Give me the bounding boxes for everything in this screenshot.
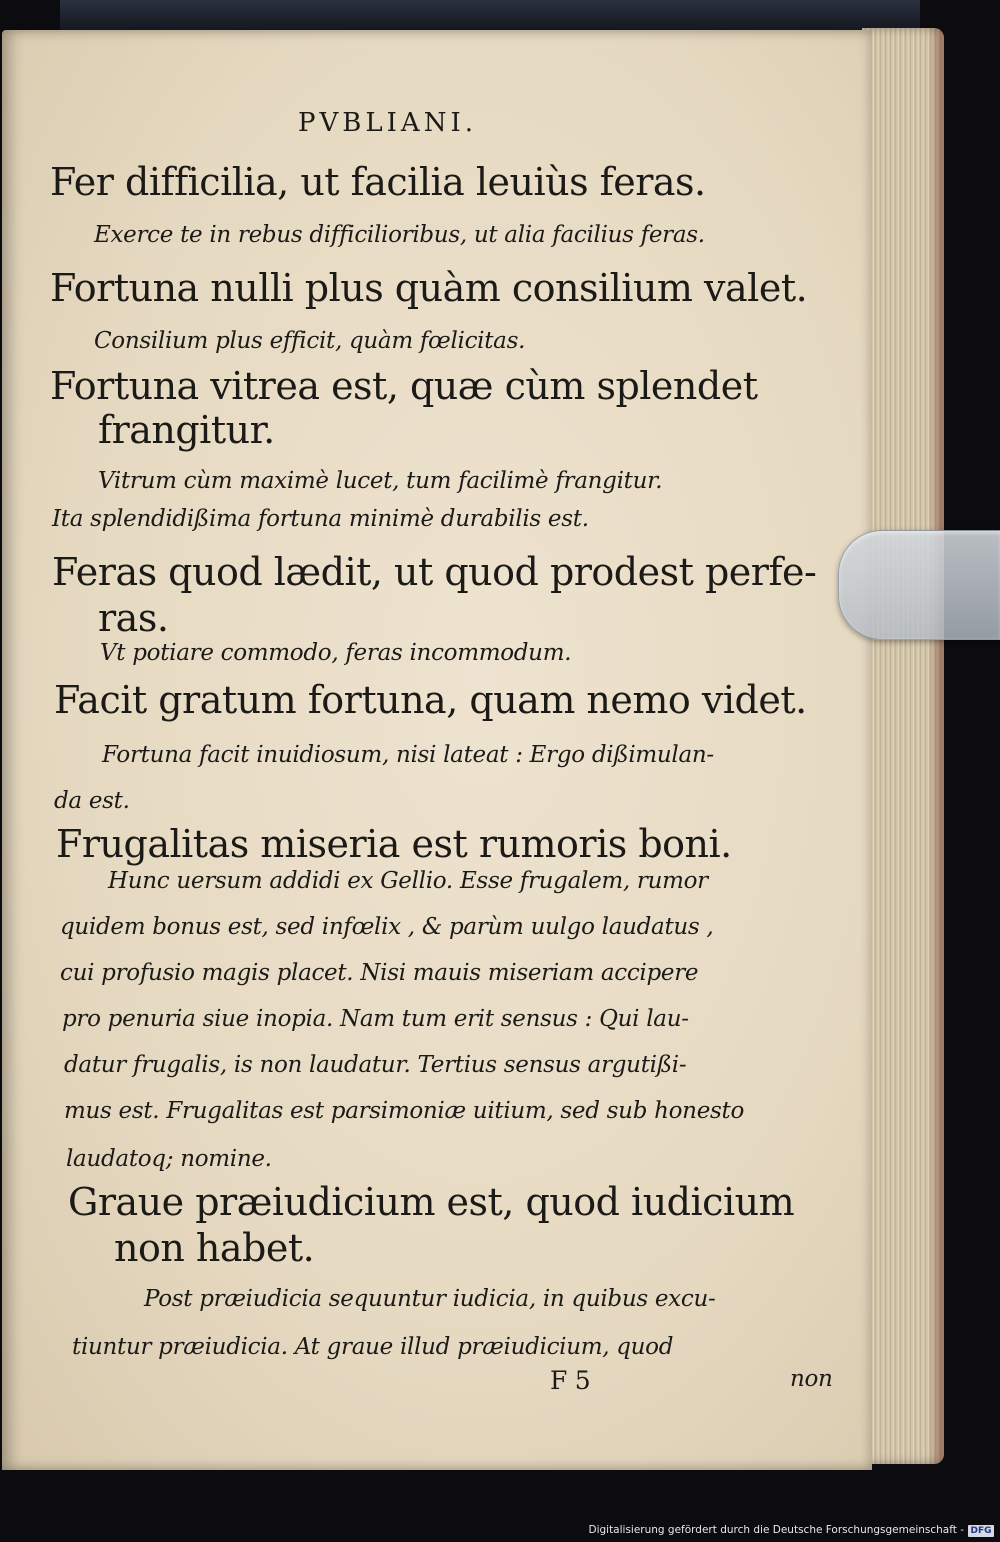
text-line: Fer difficilia, ut facilia leuiùs feras. <box>50 160 706 204</box>
catchword: non <box>790 1366 833 1392</box>
text-line: cui profusio magis placet. Nisi mauis miseriam accipere <box>60 960 699 986</box>
text-line: non habet. <box>114 1226 315 1270</box>
text-line: Graue præiudicium est, quod iudicium <box>68 1180 795 1224</box>
text-line: mus est. Frugalitas est parsimoniæ uitium, sed sub honesto <box>64 1098 745 1124</box>
text-line: Vt potiare commodo, feras incommodum. <box>100 640 572 666</box>
text-line: Exerce te in rebus difficilioribus, ut alia facilius feras. <box>94 222 705 248</box>
scan-footer <box>0 1470 1000 1542</box>
text-line: pro penuria siue inopia. Nam tum erit sensus : Qui lau- <box>62 1006 689 1032</box>
text-line: Feras quod lædit, ut quod prodest perfe- <box>52 550 817 594</box>
page-edges <box>862 28 944 1464</box>
text-line: Vitrum cùm maximè lucet, tum facilimè frangitur. <box>98 468 663 494</box>
page-clip <box>838 530 1000 640</box>
text-line: Fortuna facit inuidiosum, nisi lateat : Ergo dißimulan- <box>102 742 714 768</box>
text-line: laudatoq; nomine. <box>66 1146 272 1172</box>
text-line: Frugalitas miseria est rumoris boni. <box>56 822 732 866</box>
text-line: Ita splendidißima fortuna minimè durabilis est. <box>52 506 589 532</box>
text-line: da est. <box>54 788 130 814</box>
text-line: quidem bonus est, sed infœlix , & parùm uulgo laudatus , <box>60 914 714 940</box>
text-line: tiuntur præiudicia. At graue illud præiudicium, quod <box>72 1334 674 1360</box>
digitization-credit: Digitalisierung gefördert durch die Deutsche Forschungsgemeinschaft - <box>588 1524 964 1536</box>
text-line: Hunc uersum addidi ex Gellio. Esse frugalem, rumor <box>108 868 708 894</box>
text-line: datur frugalis, is non laudatur. Tertius sensus argutißi- <box>64 1052 687 1078</box>
text-line: Consilium plus efficit, quàm fœlicitas. <box>94 328 526 354</box>
book-page <box>2 30 872 1470</box>
text-line: Post præiudicia sequuntur iudicia, in quibus excu- <box>144 1286 716 1312</box>
text-line: Fortuna vitrea est, quæ cùm splendet <box>50 364 758 408</box>
signature-mark: F 5 <box>550 1366 591 1395</box>
text-line: Facit gratum fortuna, quam nemo videt. <box>54 678 807 722</box>
text-line: frangitur. <box>98 408 275 452</box>
text-line: ras. <box>98 596 169 640</box>
text-line: Fortuna nulli plus quàm consilium valet. <box>50 266 808 310</box>
dfg-logo: DFG <box>968 1525 994 1537</box>
running-head: PVBLIANI. <box>298 108 477 138</box>
